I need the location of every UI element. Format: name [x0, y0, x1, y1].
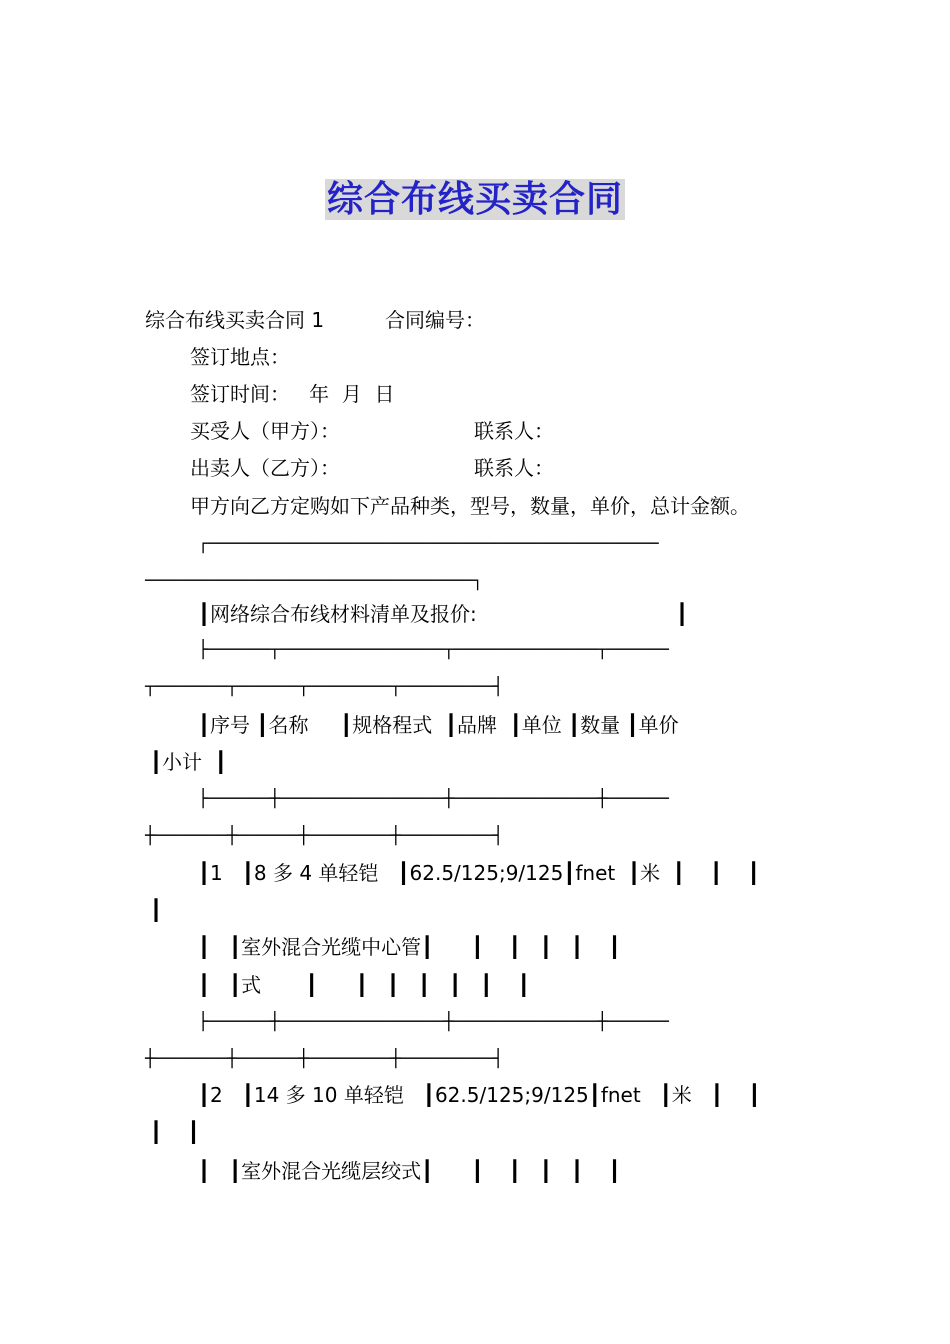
document-line — [0, 339, 950, 376]
line-text: ┃ ┃ — [150, 1120, 200, 1144]
line-text: ┃ ┃室外混合光缆中心管┃ ┃ ┃ ┃ ┃ ┃ — [198, 935, 621, 959]
line-text: 联系人： — [474, 419, 554, 443]
line-text: ├──────┬────────────────┬──────────────┬────── — [198, 640, 669, 660]
line-text: ┌──────────────────────────────────────────── — [198, 534, 659, 554]
table-border-line — [0, 781, 950, 818]
line-text: ┼───────┼──────┼────────┼─────────┤ — [145, 826, 504, 846]
document-title-text: 综合布线买卖合同 — [326, 179, 623, 220]
document-line — [0, 1114, 950, 1151]
line-text: 签订时间： 年 月 日 — [190, 382, 395, 406]
table-border-line — [0, 1041, 950, 1078]
line-text: ┃序号 ┃名称 ┃规格程式 ┃品牌 ┃单位 ┃数量 ┃单价 — [198, 713, 679, 737]
table-border-line — [0, 563, 950, 600]
line-text: ┃ — [676, 602, 689, 626]
document-line — [0, 707, 950, 744]
document-line — [0, 967, 950, 1004]
line-text: ┃ — [150, 898, 163, 922]
document-line — [0, 929, 950, 966]
document-line — [0, 855, 950, 892]
document-line — [0, 1077, 950, 1114]
line-text: ┃ ┃室外混合光缆层绞式┃ ┃ ┃ ┃ ┃ ┃ — [198, 1159, 621, 1183]
line-text: 甲方向乙方定购如下产品种类，型号，数量，单价，总计金额。 — [190, 494, 750, 518]
document-line — [0, 596, 950, 633]
line-text: ┃2 ┃14 多 10 单轻铠 ┃62.5/125;9/125┃fnet ┃米 ┃ ┃ — [198, 1083, 761, 1107]
line-text: 签订地点： — [190, 345, 290, 369]
line-text: ┃ ┃式 ┃ ┃ ┃ ┃ ┃ ┃ ┃ — [198, 973, 530, 997]
document-line — [0, 488, 950, 525]
document-line — [0, 376, 950, 413]
line-text: ┼───────┼──────┼────────┼─────────┤ — [145, 1049, 504, 1069]
document-title — [0, 178, 950, 222]
document-line — [0, 302, 950, 339]
document-line — [0, 1153, 950, 1190]
line-text: 联系人： — [474, 456, 554, 480]
line-text: 出卖人（乙方）： — [190, 456, 340, 480]
line-text: ────────────────────────────────┐ — [145, 571, 483, 591]
line-text: ┃1 ┃8 多 4 单轻铠 ┃62.5/125;9/125┃fnet ┃米 ┃ ┃ ┃ — [198, 861, 760, 885]
line-text: ┃网络综合布线材料清单及报价: — [198, 602, 477, 626]
line-text: ├──────┼────────────────┼──────────────┼────── — [198, 789, 669, 809]
table-border-line — [0, 1004, 950, 1041]
table-border-line — [0, 818, 950, 855]
line-text: 买受人（甲方）： — [190, 419, 340, 443]
line-text: ┬───────┬──────┬────────┬─────────┤ — [145, 677, 504, 697]
document-line — [0, 413, 950, 450]
table-border-line — [0, 669, 950, 706]
document-line — [0, 744, 950, 781]
table-border-line — [0, 632, 950, 669]
table-border-line — [0, 526, 950, 563]
line-text: 综合布线买卖合同 1 — [145, 308, 325, 332]
line-text: 合同编号： — [385, 308, 485, 332]
line-text: ┃小计 ┃ — [150, 750, 227, 774]
line-text: ├──────┼────────────────┼──────────────┼────── — [198, 1012, 669, 1032]
document-line — [0, 892, 950, 929]
document-line — [0, 450, 950, 487]
